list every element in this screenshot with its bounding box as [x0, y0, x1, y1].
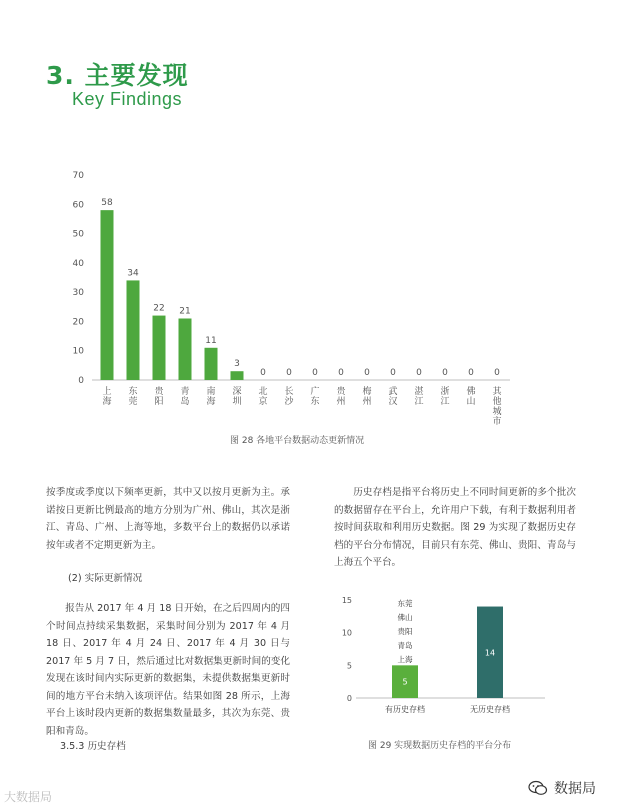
x-tick-char: 阳: [154, 397, 164, 407]
x-tick-char: 贵: [336, 387, 346, 397]
x-tick-char: 深: [232, 387, 242, 397]
bar-青岛: [179, 319, 192, 381]
bar-南海: [205, 348, 218, 380]
x-tick-label: [128, 385, 137, 407]
value-label: 0: [390, 368, 396, 378]
stack-label: 东莞: [397, 599, 413, 608]
x-tick-char: 青: [180, 387, 190, 397]
x-tick-char: 梅: [362, 387, 372, 397]
x-tick-char: 南: [206, 387, 216, 397]
y-tick-label: 5: [346, 661, 352, 671]
y-tick-label: 60: [72, 200, 84, 211]
x-tick-char: 沙: [284, 397, 294, 407]
x-tick-char: 山: [466, 397, 476, 407]
value-label: 0: [442, 368, 448, 378]
x-tick-char: 北: [258, 387, 268, 397]
x-tick-char: 城: [492, 407, 502, 417]
figure-28-caption: 图 28 各地平台数据动态更新情况: [230, 436, 365, 446]
value-label: 0: [364, 368, 370, 378]
value-label: 11: [205, 335, 217, 346]
stack-label: 青岛: [397, 641, 413, 650]
x-tick-label: [284, 386, 294, 407]
x-tick-char: 长: [284, 387, 294, 397]
x-tick-char: 岛: [180, 397, 190, 407]
value-label: 0: [260, 368, 266, 378]
section-title: 3. 主要发现: [46, 61, 189, 90]
x-tick-label: [414, 385, 423, 407]
x-tick-label: [388, 385, 397, 407]
x-tick-char: 东: [310, 397, 320, 407]
x-tick-char: 武: [388, 387, 398, 397]
stack-label: 贵阳: [397, 627, 413, 636]
stack-label: 佛山: [397, 613, 413, 622]
x-tick-label: [206, 385, 215, 407]
value-label: 0: [494, 368, 500, 378]
x-tick-char: 其: [492, 387, 502, 397]
y-tick-label: 15: [341, 596, 352, 605]
watermark-right-text: 数据局: [554, 781, 596, 797]
value-label: 0: [416, 368, 422, 378]
stack-label: 上海: [397, 655, 413, 664]
x-tick-char: 海: [102, 397, 112, 407]
x-tick-char: 浙: [440, 387, 450, 397]
x-tick-char: 东: [128, 387, 138, 397]
x-tick-label: [492, 385, 502, 427]
watermark-right: [528, 778, 596, 798]
section-heading-history-archive: 3.5.3 历史存档: [60, 741, 126, 752]
x-tick-char: 市: [492, 417, 502, 427]
wechat-icon: [528, 780, 548, 796]
value-label: 5: [402, 677, 408, 687]
x-tick-char: 汉: [388, 397, 398, 407]
x-tick-char: 他: [492, 397, 502, 407]
y-tick-label: 70: [72, 171, 84, 181]
figure-29-caption: 图 29 实现数据历史存档的平台分布: [368, 741, 512, 751]
x-tick-label: 有历史存档: [385, 705, 425, 714]
value-label: 58: [101, 198, 113, 209]
bar-贵阳: [153, 316, 166, 380]
left-paragraph-1: 按季度或季度以下频率更新，其中又以按月更新为主。承诺按日更新比例最高的地方分别为广州、佛山，其次是浙江、青岛、广州、上海等地，多数平台上的数据仍以承诺按年或者不定期更新为主。: [46, 487, 290, 551]
y-tick-label: 20: [72, 317, 84, 328]
right-paragraph-1: 历史存档是指平台将历史上不同时间更新的多个批次的数据留存在平台上，允许用户下载，有利于数据利用者按时间获取和利用历史数据。图 29 为实现了数据历史存档的平台分布情况，目前只有东莞、佛山、贵阳、青岛与上海五个平台。: [334, 487, 576, 568]
x-tick-char: 湛: [414, 387, 424, 397]
y-tick-label: 30: [72, 288, 84, 299]
y-tick-label: 0: [346, 694, 352, 703]
value-label: 14: [484, 648, 496, 658]
x-tick-char: 广: [310, 387, 320, 397]
value-label: 0: [312, 368, 318, 378]
x-tick-char: 江: [440, 397, 450, 407]
x-tick-label: [102, 385, 111, 407]
x-tick-label: [154, 385, 164, 407]
x-tick-char: 贵: [154, 387, 164, 397]
x-tick-char: 江: [414, 397, 424, 407]
x-tick-char: 海: [206, 397, 216, 407]
bar-深圳: [231, 371, 244, 380]
y-tick-label: 0: [78, 376, 84, 386]
bar-上海: [101, 210, 114, 380]
x-tick-char: 州: [362, 397, 372, 407]
x-tick-label: [232, 386, 241, 407]
value-label: 21: [179, 306, 191, 317]
x-tick-label: [180, 385, 189, 407]
y-tick-label: 40: [72, 258, 84, 269]
x-tick-char: 上: [102, 387, 112, 397]
x-tick-char: 京: [258, 397, 268, 407]
left-paragraph-2: 报告从 2017 年 4 月 18 日开始，在之后四周内的四个时间点持续采集数据，采集时间分别为 2017 年 4 月 18 日、2017 年 4 月 24 日、2017 年 4 月 30 日与 2017 年 5 月 7 日，然后通过比对数据集更新时间的变化发现在该时间内实际更新的数据集，未提供数据集更新时间的地方平台未纳入该项评估。结果如图 28 所示，上海平台上该时段内更新的数据集数量最多，其次为东莞、贵阳和青岛。: [46, 603, 290, 737]
chart-figure-28: [60, 165, 530, 435]
value-label: 34: [127, 268, 139, 279]
watermark-left: [4, 788, 52, 805]
watermark-left-text: 大数据局: [4, 790, 53, 804]
y-tick-label: 50: [72, 229, 84, 240]
x-tick-label: [362, 385, 371, 407]
value-label: 0: [338, 368, 344, 378]
value-label: 22: [153, 303, 165, 314]
x-tick-char: 州: [336, 397, 346, 407]
y-tick-label: 10: [72, 346, 84, 357]
y-tick-label: 10: [341, 628, 352, 638]
x-tick-char: 莞: [128, 397, 138, 407]
x-tick-label: [310, 385, 319, 407]
x-tick-label: 无历史存档: [470, 705, 510, 714]
x-tick-label: [440, 385, 449, 407]
x-tick-label: [336, 385, 346, 407]
x-tick-label: [466, 385, 475, 407]
chart-figure-29: [330, 590, 560, 725]
subheading-actual-update: (2) 实际更新情况: [68, 573, 143, 584]
value-label: 0: [286, 368, 292, 378]
x-tick-char: 佛: [466, 387, 476, 397]
x-tick-label: [258, 385, 267, 407]
section-subtitle-en: Key Findings: [72, 89, 183, 109]
bar-东莞: [127, 280, 140, 380]
x-tick-char: 圳: [232, 397, 242, 407]
value-label: 0: [468, 368, 474, 378]
value-label: 3: [234, 359, 240, 370]
